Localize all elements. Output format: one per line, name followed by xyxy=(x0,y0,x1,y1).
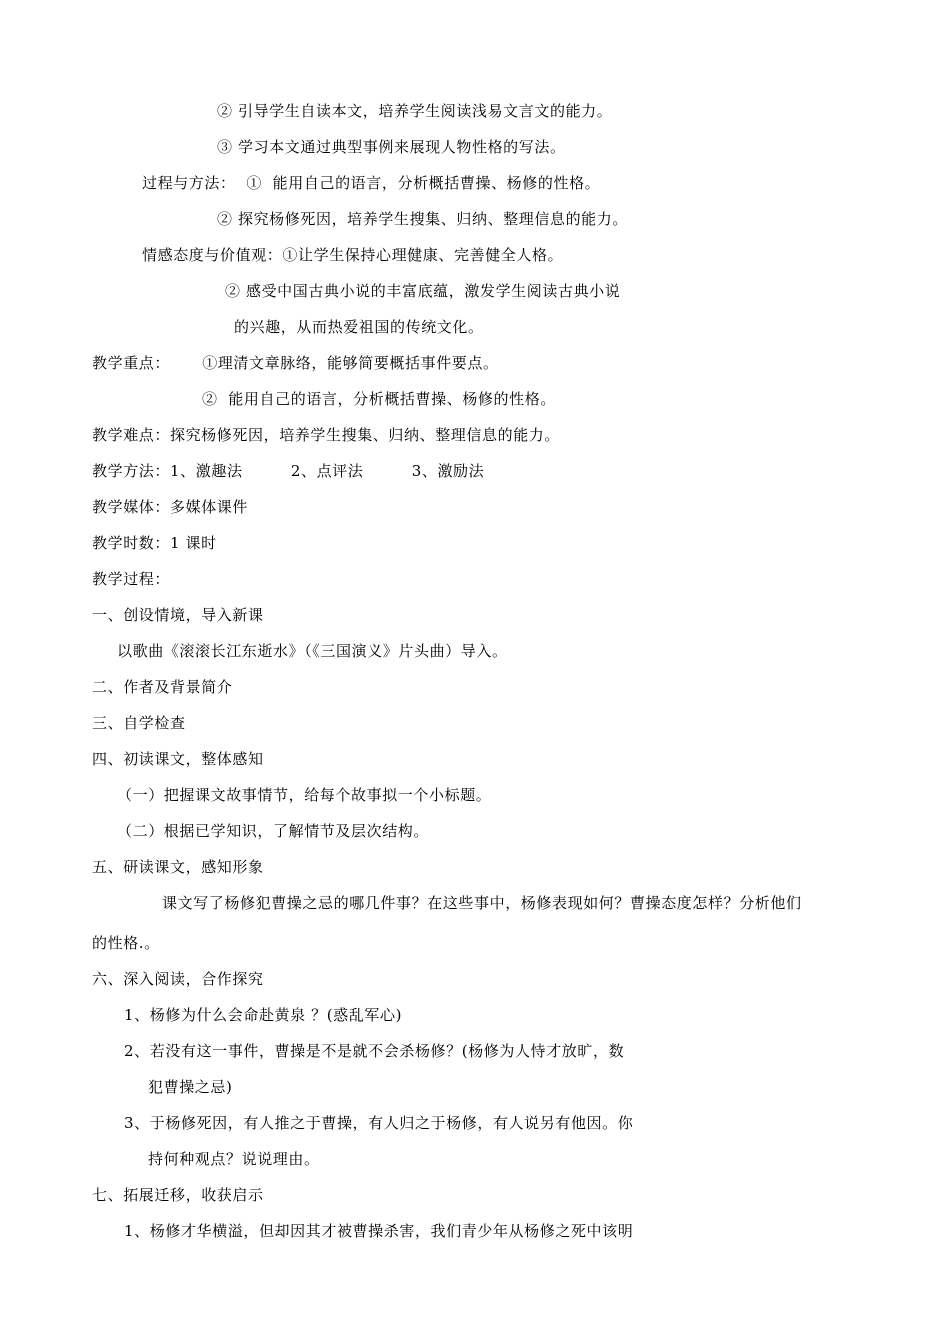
section-3-heading: 三、自学检查 xyxy=(92,714,186,732)
section-4-item-1: （一）把握课文故事情节，给每个故事拟一个小标题。 xyxy=(117,786,492,804)
section-6-item-3: 3、于杨修死因，有人推之于曹操，有人归之于杨修，有人说另有他因。你 xyxy=(124,1114,634,1132)
section-6-item-2-cont: 犯曹操之忌) xyxy=(148,1078,233,1096)
section-7-item-1: 1、杨修才华横溢，但却因其才被曹操杀害，我们青少年从杨修之死中该明 xyxy=(124,1222,634,1240)
section-4-heading: 四、初读课文，整体感知 xyxy=(92,750,264,768)
process-method-line: 过程与方法： ① 能用自己的语言，分析概括曹操、杨修的性格。 xyxy=(142,174,601,192)
section-1-heading: 一、创设情境，导入新课 xyxy=(92,606,264,624)
teaching-media-line: 教学媒体：多媒体课件 xyxy=(92,498,249,516)
emotion-attitude-line-2: ② 感受中国古典小说的丰富底蕴，激发学生阅读古典小说 xyxy=(225,282,621,300)
teaching-focus-line: 教学重点： ①理清文章脉络，能够简要概括事件要点。 xyxy=(92,354,499,372)
teaching-methods-line: 教学方法：1、激趣法 2、点评法 3、激励法 xyxy=(92,462,485,480)
section-6-item-2: 2、若没有这一事件，曹操是不是就不会杀杨修？(杨修为人恃才放旷，数 xyxy=(124,1042,625,1060)
teaching-process-heading: 教学过程： xyxy=(92,570,171,588)
emotion-attitude-line: 情感态度与价值观：①让学生保持心理健康、完善健全人格。 xyxy=(142,246,564,264)
process-method-line-2: ② 探究杨修死因，培养学生搜集、归纳、整理信息的能力。 xyxy=(217,210,628,228)
section-6-item-3-cont: 持何种观点？说说理由。 xyxy=(148,1150,320,1168)
section-5-body-cont: 的性格.。 xyxy=(92,934,160,952)
section-5-heading: 五、研读课文，感知形象 xyxy=(92,858,264,876)
section-1-body: 以歌曲《滚滚长江东逝水》（《三国演义》片头曲）导入。 xyxy=(117,642,508,660)
section-7-heading: 七、拓展迁移，收获启示 xyxy=(92,1186,264,1204)
section-2-heading: 二、作者及背景简介 xyxy=(92,678,233,696)
section-6-item-1: 1、杨修为什么会命赴黄泉 ？(惑乱军心) xyxy=(124,1006,403,1024)
section-4-item-2: （二）根据已学知识，了解情节及层次结构。 xyxy=(117,822,430,840)
teaching-focus-line-2: ② 能用自己的语言，分析概括曹操、杨修的性格。 xyxy=(202,390,556,408)
section-5-body: 课文写了杨修犯曹操之忌的哪几件事？在这些事中，杨修表现如何？曹操态度怎样？分析他们 xyxy=(162,894,802,912)
emotion-attitude-line-3: 的兴趣，从而热爱祖国的传统文化。 xyxy=(234,318,484,336)
section-6-heading: 六、深入阅读，合作探究 xyxy=(92,970,264,988)
teaching-hours-line: 教学时数：1 课时 xyxy=(92,534,217,552)
objective-line-3: ③ 学习本文通过典型事例来展现人物性格的写法。 xyxy=(217,138,566,156)
teaching-difficulty-line: 教学难点：探究杨修死因，培养学生搜集、归纳、整理信息的能力。 xyxy=(92,426,561,444)
objective-line-2: ② 引导学生自读本文，培养学生阅读浅易文言文的能力。 xyxy=(217,102,613,120)
